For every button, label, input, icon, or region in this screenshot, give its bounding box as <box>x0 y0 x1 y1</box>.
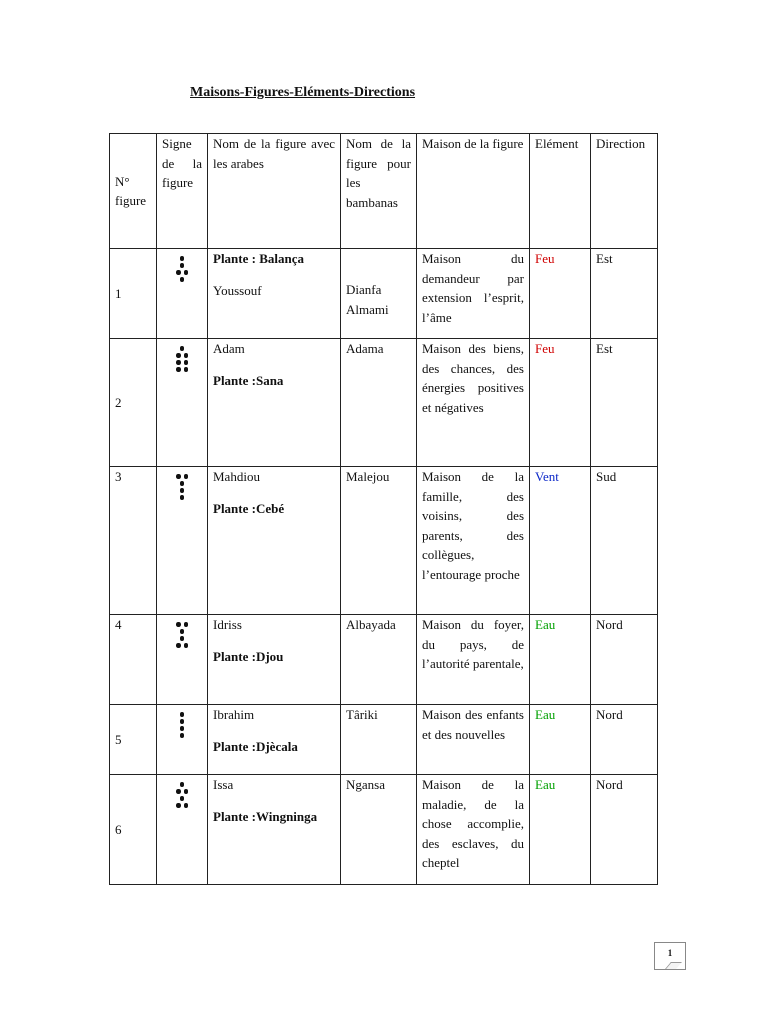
geomancy-sign-icon <box>162 705 202 739</box>
sign-dot <box>184 474 189 479</box>
cell-direction: Sud <box>591 467 658 615</box>
arab-name: Adam <box>213 341 245 356</box>
plant-name: Plante : Balança <box>213 251 304 266</box>
cell-house: Maison de la famille, des voisins, des parents, des collègues, l’entourage proche <box>417 467 530 615</box>
cell-bambara: Ngansa <box>341 775 417 885</box>
sign-dot <box>180 636 185 641</box>
cell-direction: Nord <box>591 615 658 705</box>
cell-element: Eau <box>530 615 591 705</box>
header-num-line2: figure <box>115 193 147 208</box>
cell-sign <box>157 615 208 705</box>
sign-row <box>180 276 185 283</box>
sign-row <box>180 494 185 501</box>
sign-row <box>176 642 188 649</box>
cell-num: 3 <box>110 467 157 615</box>
sign-row <box>176 269 188 276</box>
geomancy-sign-icon <box>162 467 202 501</box>
sign-dot <box>180 495 185 500</box>
sign-row <box>180 711 185 718</box>
cell-arab <box>208 467 341 615</box>
header-num <box>110 134 157 249</box>
cell-arab <box>208 249 341 339</box>
sign-row <box>176 802 188 809</box>
page-fold-icon <box>665 962 682 969</box>
cell-arab <box>208 705 341 775</box>
sign-dot <box>176 474 181 479</box>
cell-element: Eau <box>530 775 591 885</box>
sign-dot <box>180 256 185 261</box>
cell-bambara <box>341 249 417 339</box>
sign-dot <box>176 270 181 275</box>
sign-row <box>180 781 185 788</box>
sign-row <box>180 718 185 725</box>
cell-bambara: Malejou <box>341 467 417 615</box>
sign-dot <box>180 481 185 486</box>
sign-dot <box>176 789 181 794</box>
cell-num: 4 <box>110 615 157 705</box>
sign-dot <box>180 488 185 493</box>
sign-row <box>176 621 188 628</box>
geomancy-sign-icon <box>162 249 202 283</box>
plant-name: Plante :Sana <box>213 372 284 388</box>
header-direction: Direction <box>591 134 658 249</box>
cell-element: Feu <box>530 339 591 467</box>
cell-num: 6 <box>110 775 157 885</box>
sign-dot <box>184 367 189 372</box>
cell-arab <box>208 615 341 705</box>
sign-dot <box>176 803 181 808</box>
table-row <box>110 339 658 467</box>
sign-row <box>180 480 185 487</box>
sign-dot <box>184 789 189 794</box>
cell-num: 5 <box>110 705 157 775</box>
sign-row <box>180 795 185 802</box>
header-sign: Signe de la figure <box>157 134 208 249</box>
header-arab: Nom de la figure avec les arabes <box>208 134 341 249</box>
figures-table <box>109 133 658 885</box>
cell-direction: Est <box>591 249 658 339</box>
header-row <box>110 134 658 249</box>
sign-dot <box>176 360 181 365</box>
sign-dot <box>184 622 189 627</box>
sign-row <box>180 725 185 732</box>
header-house: Maison de la figure <box>417 134 530 249</box>
sign-row <box>176 788 188 795</box>
cell-direction: Nord <box>591 775 658 885</box>
sign-row <box>180 345 185 352</box>
cell-house: Maison du foyer, du pays, de l’autorité parentale, <box>417 615 530 705</box>
sign-row <box>180 628 185 635</box>
page-number: 1 <box>667 948 673 958</box>
sign-row <box>180 255 185 262</box>
sign-row <box>180 732 185 739</box>
sign-dot <box>184 270 189 275</box>
cell-house: Maison de la maladie, de la chose accomplie, des esclaves, du cheptel <box>417 775 530 885</box>
sign-row <box>176 366 188 373</box>
cell-arab <box>208 775 341 885</box>
arab-name: Ibrahim <box>213 707 255 722</box>
cell-direction: Est <box>591 339 658 467</box>
cell-house: Maison des enfants et des nouvelles <box>417 705 530 775</box>
sign-dot <box>180 346 185 351</box>
cell-element: Eau <box>530 705 591 775</box>
geomancy-sign-icon <box>162 339 202 373</box>
sign-dot <box>184 643 189 648</box>
sign-row <box>180 635 185 642</box>
cell-sign <box>157 339 208 467</box>
sign-dot <box>176 353 181 358</box>
cell-direction: Nord <box>591 705 658 775</box>
table-row <box>110 615 658 705</box>
sign-dot <box>176 367 181 372</box>
arab-name: Youssouf <box>213 282 262 298</box>
bambara-name: Dianfa Almami <box>346 282 389 317</box>
cell-house: Maison des biens, des chances, des énergies positives et négatives <box>417 339 530 467</box>
page-number-box <box>654 942 686 970</box>
cell-house: Maison du demandeur par extension l’esprit, l’âme <box>417 249 530 339</box>
plant-name: Plante :Djècala <box>213 738 298 754</box>
plant-name: Plante :Wingninga <box>213 808 318 824</box>
cell-arab <box>208 339 341 467</box>
sign-dot <box>180 782 185 787</box>
cell-element: Vent <box>530 467 591 615</box>
arab-name: Mahdiou <box>213 469 260 484</box>
sign-dot <box>184 803 189 808</box>
cell-bambara: Adama <box>341 339 417 467</box>
sign-row <box>180 262 185 269</box>
sign-dot <box>180 726 185 731</box>
table-row <box>110 467 658 615</box>
cell-sign <box>157 249 208 339</box>
sign-row <box>176 352 188 359</box>
table-row <box>110 705 658 775</box>
plant-name: Plante :Cebé <box>213 500 285 516</box>
header-bambara: Nom de la figure pour les bambanas <box>341 134 417 249</box>
table-row <box>110 775 658 885</box>
cell-num: 1 <box>110 249 157 339</box>
cell-bambara: Târiki <box>341 705 417 775</box>
sign-dot <box>180 796 185 801</box>
sign-row <box>176 359 188 366</box>
sign-dot <box>184 353 189 358</box>
sign-dot <box>180 733 185 738</box>
sign-dot <box>180 719 185 724</box>
sign-dot <box>184 360 189 365</box>
sign-row <box>180 487 185 494</box>
sign-row <box>176 473 188 480</box>
plant-name: Plante :Djou <box>213 648 284 664</box>
arab-name: Issa <box>213 777 234 792</box>
sign-dot <box>180 263 185 268</box>
sign-dot <box>176 643 181 648</box>
header-element: Elément <box>530 134 591 249</box>
sign-dot <box>180 712 185 717</box>
document-title: Maisons-Figures-Eléments-Directions <box>190 85 416 100</box>
sign-dot <box>180 629 185 634</box>
geomancy-sign-icon <box>162 615 202 649</box>
arab-name: Idriss <box>213 617 242 632</box>
sign-dot <box>180 277 185 282</box>
cell-bambara: Albayada <box>341 615 417 705</box>
sign-dot <box>176 622 181 627</box>
table-row <box>110 249 658 339</box>
cell-sign <box>157 467 208 615</box>
geomancy-sign-icon <box>162 775 202 809</box>
cell-element: Feu <box>530 249 591 339</box>
header-num-line1: N° <box>115 173 130 189</box>
cell-sign <box>157 775 208 885</box>
cell-sign <box>157 705 208 775</box>
cell-num: 2 <box>110 339 157 467</box>
